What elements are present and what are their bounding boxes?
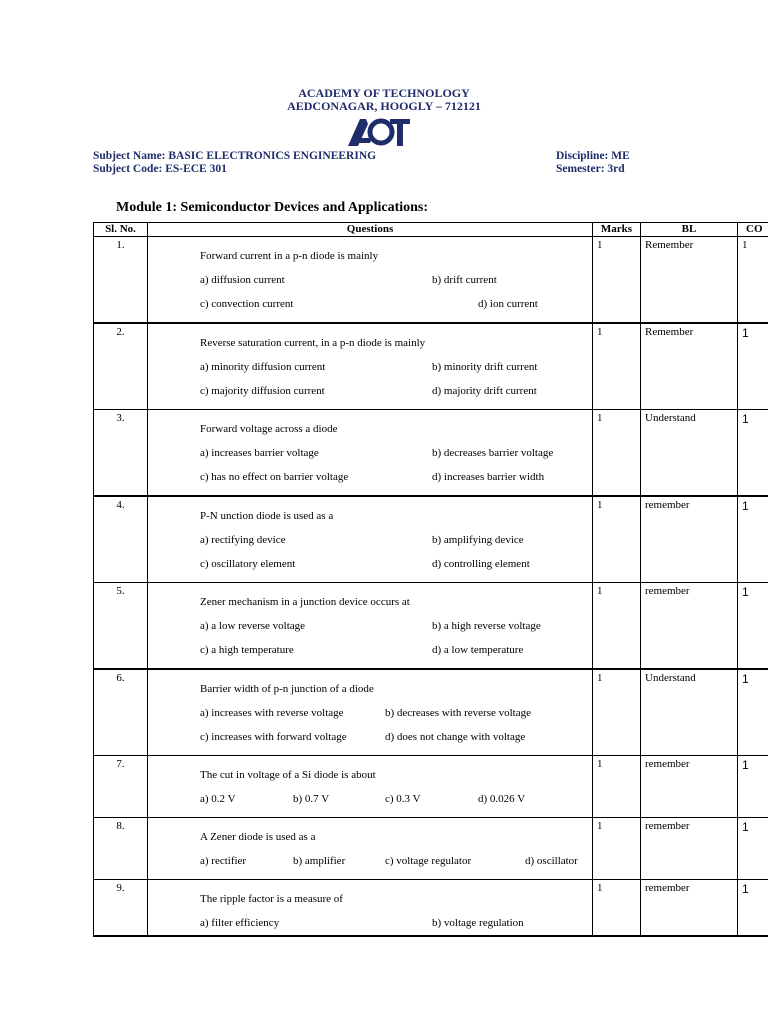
question-cell: [148, 880, 593, 937]
table-row: [94, 756, 768, 818]
table-row: [94, 323, 768, 410]
table-row: [94, 410, 768, 497]
option-c: c) majority diffusion current: [200, 385, 325, 397]
discipline: Discipline: ME: [556, 150, 630, 162]
question-cell: [148, 756, 593, 818]
option-c: c) 0.3 V: [385, 793, 421, 805]
option-a: a) minority diffusion current: [200, 361, 326, 373]
table-row: [94, 583, 768, 670]
sl-number: 8.: [94, 818, 148, 880]
table-row: [94, 496, 768, 583]
table-row: [94, 669, 768, 756]
subject-name: Subject Name: BASIC ELECTRONICS ENGINEERING: [93, 150, 377, 162]
aot-logo: [346, 116, 412, 148]
question-text: Forward current in a p-n diode is mainly: [200, 250, 379, 262]
bl-cell: Remember: [641, 323, 738, 410]
sl-number: 7.: [94, 756, 148, 818]
marks-cell: 1: [593, 496, 641, 583]
option-c: c) has no effect on barrier voltage: [200, 471, 349, 483]
co-cell: 1: [738, 323, 768, 410]
option-d: d) a low temperature: [432, 644, 524, 656]
sl-number: 6.: [94, 669, 148, 756]
option-a: a) 0.2 V: [200, 793, 236, 805]
question-text: The cut in voltage of a Si diode is about: [200, 769, 376, 781]
option-c: c) oscillatory element: [200, 558, 296, 570]
question-text: Forward voltage across a diode: [200, 423, 338, 435]
option-d: d) controlling element: [432, 558, 530, 570]
co-cell: 1: [738, 756, 768, 818]
semester: Semester: 3rd: [556, 163, 625, 175]
table-row: [94, 818, 768, 880]
sl-number: 5.: [94, 583, 148, 670]
question-cell: [148, 669, 593, 756]
question-cell: [148, 583, 593, 670]
option-c: c) increases with forward voltage: [200, 731, 347, 743]
col-header-co: CO: [738, 223, 768, 237]
question-text: Reverse saturation current, in a p-n diode is mainly: [200, 337, 426, 349]
table-row: [94, 880, 768, 937]
co-cell: 1: [738, 669, 768, 756]
co-cell: 1: [738, 583, 768, 670]
bl-cell: Understand: [641, 410, 738, 497]
institution-name: ACADEMY OF TECHNOLOGY: [298, 86, 470, 100]
marks-cell: 1: [593, 669, 641, 756]
option-d: d) ion current: [478, 298, 538, 310]
question-cell: [148, 818, 593, 880]
bl-cell: remember: [641, 756, 738, 818]
marks-cell: 1: [593, 756, 641, 818]
option-a: a) increases with reverse voltage: [200, 707, 344, 719]
table-header-row: [94, 223, 768, 237]
option-b: b) drift current: [432, 274, 497, 286]
option-b: b) amplifying device: [432, 534, 524, 546]
co-cell: 1: [738, 410, 768, 497]
bl-cell: Understand: [641, 669, 738, 756]
marks-cell: 1: [593, 880, 641, 937]
question-cell: [148, 237, 593, 324]
question-cell: [148, 496, 593, 583]
bl-cell: Remember: [641, 237, 738, 324]
co-cell: 1: [738, 496, 768, 583]
marks-cell: 1: [593, 583, 641, 670]
col-header-sl: Sl. No.: [94, 223, 148, 237]
marks-cell: 1: [593, 818, 641, 880]
option-d: d) oscillator: [525, 855, 578, 867]
question-text: P-N unction diode is used as a: [200, 510, 334, 522]
option-b: b) a high reverse voltage: [432, 620, 541, 632]
question-cell: [148, 323, 593, 410]
option-a: a) rectifying device: [200, 534, 286, 546]
marks-cell: 1: [593, 410, 641, 497]
sl-number: 3.: [94, 410, 148, 497]
option-a: a) diffusion current: [200, 274, 285, 286]
option-d: d) majority drift current: [432, 385, 537, 397]
option-b: b) decreases with reverse voltage: [385, 707, 531, 719]
co-cell: 1: [738, 237, 768, 324]
marks-cell: 1: [593, 323, 641, 410]
question-cell: [148, 410, 593, 497]
question-table: [93, 222, 768, 937]
option-a: a) rectifier: [200, 855, 247, 867]
bl-cell: remember: [641, 880, 738, 937]
sl-number: 4.: [94, 496, 148, 583]
question-text: Barrier width of p-n junction of a diode: [200, 683, 374, 695]
option-b: b) decreases barrier voltage: [432, 447, 554, 459]
option-d: d) does not change with voltage: [385, 731, 526, 743]
option-b: b) 0.7 V: [293, 793, 330, 805]
sl-number: 9.: [94, 880, 148, 937]
table-row: [94, 237, 768, 324]
question-text: The ripple factor is a measure of: [200, 893, 343, 905]
question-text: A Zener diode is used as a: [200, 831, 316, 843]
sl-number: 2.: [94, 323, 148, 410]
col-header-marks: Marks: [593, 223, 641, 237]
co-cell: 1: [738, 818, 768, 880]
option-b: b) minority drift current: [432, 361, 538, 373]
option-c: c) a high temperature: [200, 644, 294, 656]
option-a: a) increases barrier voltage: [200, 447, 319, 459]
option-a: a) a low reverse voltage: [200, 620, 306, 632]
option-d: d) increases barrier width: [432, 471, 545, 483]
bl-cell: remember: [641, 583, 738, 670]
bl-cell: remember: [641, 818, 738, 880]
co-cell: 1: [738, 880, 768, 937]
col-header-bl: BL: [641, 223, 738, 237]
option-c: c) voltage regulator: [385, 855, 472, 867]
sl-number: 1.: [94, 237, 148, 324]
marks-cell: 1: [593, 237, 641, 324]
option-d: d) 0.026 V: [478, 793, 526, 805]
option-b: b) voltage regulation: [432, 917, 524, 929]
col-header-questions: Questions: [148, 223, 593, 237]
option-b: b) amplifier: [293, 855, 346, 867]
institution-address: AEDCONAGAR, HOOGLY – 712121: [287, 99, 481, 113]
question-text: Zener mechanism in a junction device occurs at: [200, 596, 410, 608]
option-c: c) convection current: [200, 298, 294, 310]
option-a: a) filter efficiency: [200, 917, 280, 929]
module-title: Module 1: Semiconductor Devices and Applications:: [116, 200, 429, 215]
bl-cell: remember: [641, 496, 738, 583]
subject-code: Subject Code: ES-ECE 301: [93, 163, 227, 175]
